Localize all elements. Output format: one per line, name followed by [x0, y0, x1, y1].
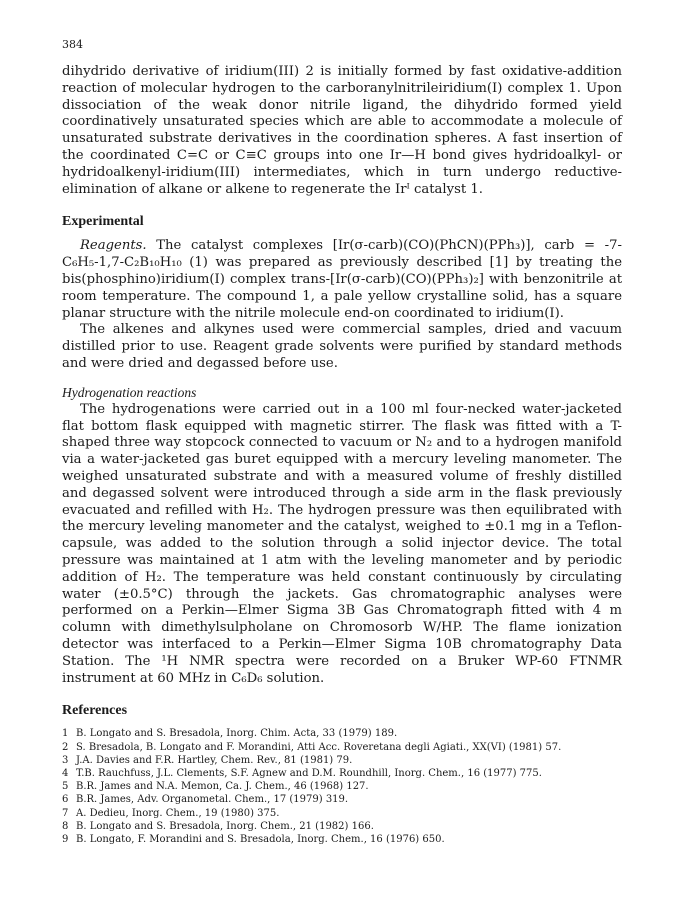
- reference-number: 3: [62, 754, 69, 766]
- reference-text: B. Longato and S. Bresadola, Inorg. Chem., 21 (1982) 166.: [76, 820, 374, 832]
- reference-list: [62, 727, 622, 846]
- reference-item: [62, 741, 622, 754]
- hydrogenation-paragraph: The hydrogenations were carried out in a 100 ml four-necked water-jacketed flat bottom flask equipped with magnetic stirrer. The flask was fitted with a T-shaped three way stopcock connected to vacuum or N₂ and to a hydrogen manifold via a water-jacketed gas buret equipped with a mercury leveling manometer. The weighed unsaturated substrate and with a measured volume of freshly distilled and degassed solvent were introduced through a side arm in the flask previously evacuated and refilled with H₂. The hydrogen pressure was then equilibrated with the mercury leveling manometer and the catalyst, weighed to ±0.1 mg in a Teflon-capsule, was added to the solution through a solid injector device. The total pressure was maintained at 1 atm with the leveling manometer and by periodic addition of H₂. The temperature was held constant continuously by circulating water (±0.5°C) through the jackets. Gas chromatographic analyses were performed on a Perkin—Elmer Sigma 3B Gas Chromatograph fitted with 4 m column with dimethylsulpholane on Chromosorb W/HP. The flame ionization detector was interfaced to a Perkin—Elmer Sigma 10B chromatography Data Station. The ¹H NMR spectra were recorded on a Bruker WP-60 FTNMR instrument at 60 MHz in C₆D₆ solution.: [62, 401, 622, 686]
- reference-text: J.A. Davies and F.R. Hartley, Chem. Rev., 81 (1981) 79.: [76, 754, 353, 766]
- reference-number: 4: [62, 767, 69, 779]
- reference-item: [62, 727, 622, 740]
- reference-item: [62, 833, 622, 846]
- reagents-paragraph-2: The alkenes and alkynes used were commercial samples, dried and vacuum distilled prior to use. Reagent grade solvents were purified by standard methods and were dried and degassed before use.: [62, 322, 622, 371]
- reference-text: B. Longato, F. Morandini and S. Bresadola, Inorg. Chem., 16 (1976) 650.: [76, 833, 445, 845]
- reference-text: A. Dedieu, Inorg. Chem., 19 (1980) 375.: [76, 807, 280, 819]
- hydrogenation-heading: Hydrogenation reactions: [62, 384, 197, 400]
- reagents-text: The catalyst complexes [Ir(σ-carb)(CO)(PhCN)(PPh₃)], carb = -7-C₆H₅-1,7-C₂B₁₀H₁₀ (1) was prepared as previously described [1] by treating the bis(phosphino)iridium(I) complex trans-[Ir(σ-carb)(CO)(PPh₃)₂] with benzonitrile at room temperature. The compound 1, a pale yellow crystalline solid, has a square planar structure with the nitrile molecule end-on coordinated to iridium(I).: [62, 238, 622, 321]
- reference-item: [62, 820, 622, 833]
- reference-text: B.R. James, Adv. Organometal. Chem., 17 (1979) 319.: [76, 794, 349, 806]
- reference-item: [62, 780, 622, 793]
- reagents-label: Reagents.: [80, 238, 147, 254]
- intro-paragraph: dihydrido derivative of iridium(III) 2 is initially formed by fast oxidative-addition reaction of molecular hydrogen to the carboranylnitrileiridium(I) complex 1. Upon dissociation of the weak donor nitrile ligand, the dihydrido formed yield coordinatively unsaturated species which are able to accommodate a molecule of unsaturated substrate derivatives in the coordination spheres. A fast insertion of the coordinated C=C or C≡C groups into one Ir—H bond gives hydridoalkyl- or hydridoalkenyl-iridium(III) intermediates, which in turn undergo reductive-elimination of alkane or alkene to regenerate the Irᴵ catalyst 1.: [62, 64, 622, 197]
- reference-item: [62, 767, 622, 780]
- reference-item: [62, 754, 622, 767]
- reference-text: B.R. James and N.A. Memon, Ca. J. Chem., 46 (1968) 127.: [76, 781, 369, 793]
- reference-text: S. Bresadola, B. Longato and F. Morandini, Atti Acc. Roveretana degli Agiati., XX(VI) (1981) 57.: [76, 741, 562, 753]
- page-body: [62, 64, 622, 846]
- experimental-heading: Experimental: [62, 214, 144, 230]
- page-number: 384: [62, 38, 83, 51]
- reference-text: T.B. Rauchfuss, J.L. Clements, S.F. Agnew and D.M. Roundhill, Inorg. Chem., 16 (1977) 775.: [76, 767, 542, 779]
- reference-text: B. Longato and S. Bresadola, Inorg. Chim. Acta, 33 (1979) 189.: [76, 728, 398, 740]
- reference-number: 7: [62, 807, 69, 819]
- reference-number: 9: [62, 833, 69, 845]
- reference-item: [62, 793, 622, 806]
- reagents-paragraph: [62, 238, 622, 322]
- reference-number: 1: [62, 728, 69, 740]
- reference-number: 8: [62, 820, 69, 832]
- reference-item: [62, 807, 622, 820]
- reference-number: 5: [62, 781, 69, 793]
- references-heading: References: [62, 703, 128, 719]
- reference-number: 6: [62, 794, 69, 806]
- reference-number: 2: [62, 741, 69, 753]
